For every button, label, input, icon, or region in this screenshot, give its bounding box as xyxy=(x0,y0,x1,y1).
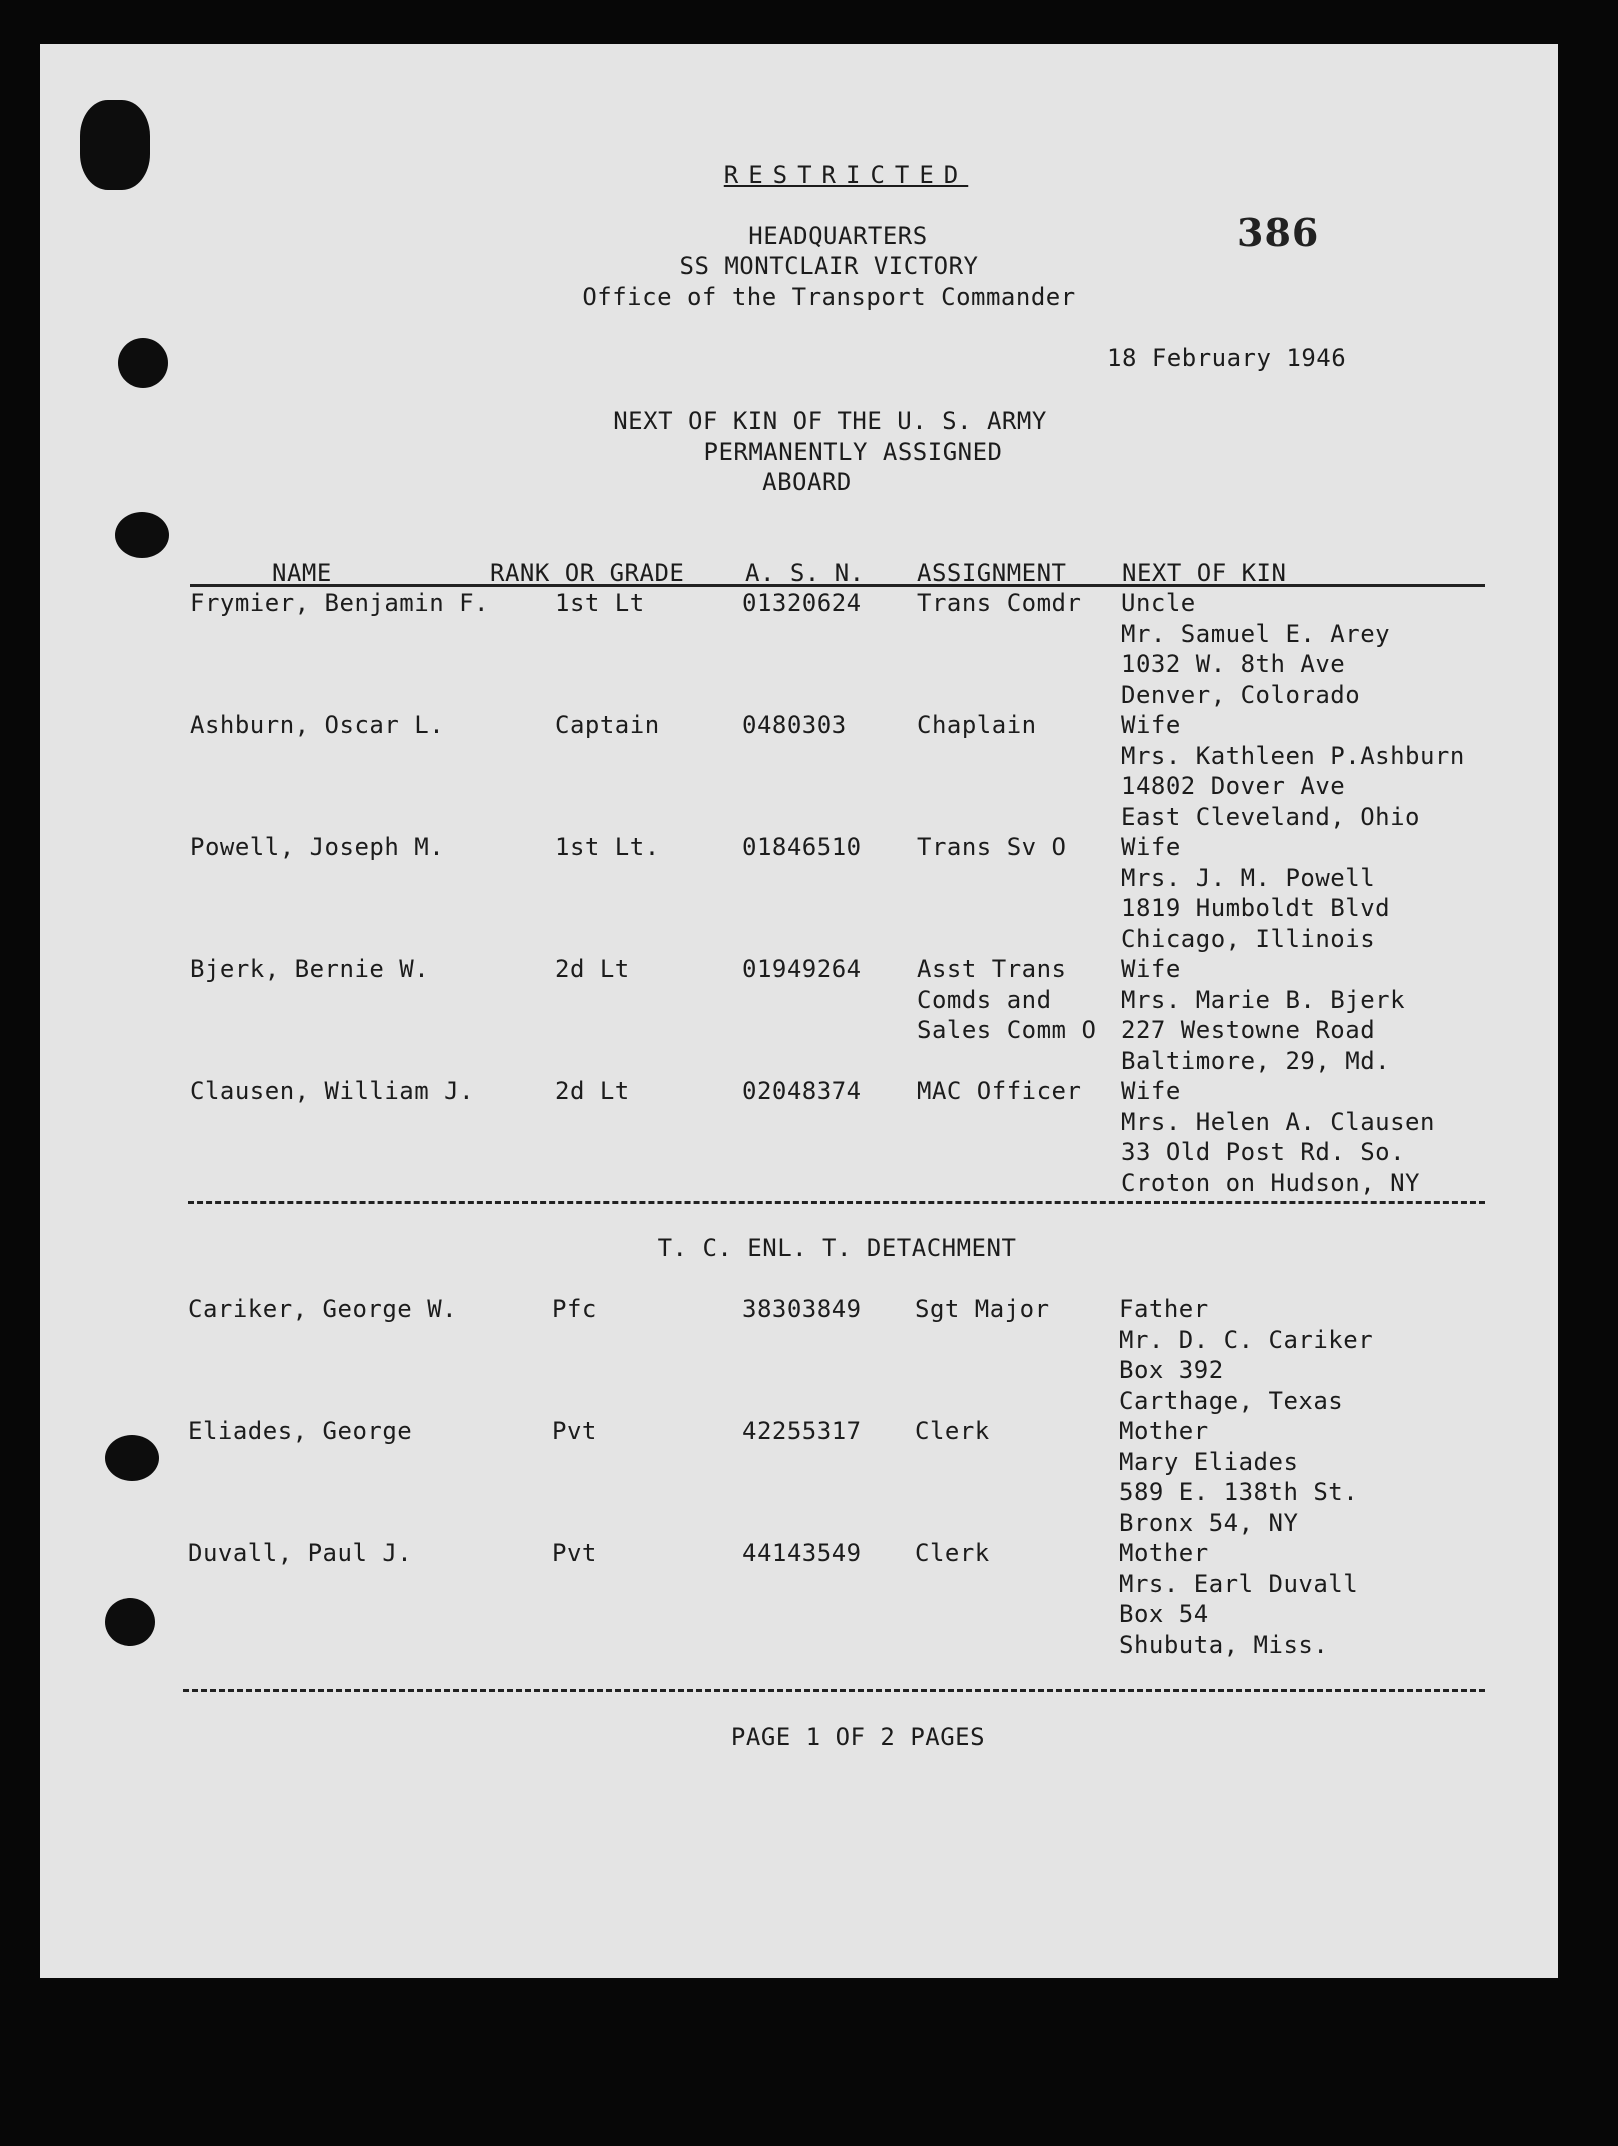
column-header-next-of-kin: NEXT OF KIN xyxy=(1122,559,1287,587)
kin-detail: East Cleveland, Ohio xyxy=(1121,802,1420,831)
name-cell: Eliades, George xyxy=(188,1417,413,1445)
asn-cell: 01846510 xyxy=(742,833,862,861)
page-stamp-number: 386 xyxy=(1237,210,1320,255)
kin-detail: Croton on Hudson, NY xyxy=(1121,1168,1420,1197)
asn-cell: 44143549 xyxy=(742,1539,862,1567)
kin-detail: Carthage, Texas xyxy=(1119,1386,1344,1415)
name-cell: Cariker, George W. xyxy=(188,1295,458,1323)
punch-hole-3 xyxy=(115,512,169,558)
rank-cell: Pfc xyxy=(552,1295,597,1323)
kin-relation: Wife xyxy=(1121,833,1181,861)
column-header-assignment: ASSIGNMENT xyxy=(917,559,1067,587)
page-footer: PAGE 1 OF 2 PAGES xyxy=(730,1723,986,1751)
assignment-cell: Trans Sv O xyxy=(917,833,1067,861)
title-line-2: PERMANENTLY ASSIGNED xyxy=(703,438,1003,466)
asn-cell: 01320624 xyxy=(742,589,862,617)
name-cell: Frymier, Benjamin F. xyxy=(190,589,489,617)
assignment-cell: Chaplain xyxy=(917,711,1037,739)
asn-cell: 02048374 xyxy=(742,1077,862,1105)
asn-cell: 01949264 xyxy=(742,955,862,983)
kin-relation: Wife xyxy=(1121,711,1181,739)
kin-relation: Mother xyxy=(1119,1417,1209,1445)
kin-detail: Mrs. Kathleen P.Ashburn xyxy=(1121,741,1465,770)
kin-relation: Uncle xyxy=(1121,589,1196,617)
assignment-cell: Comds and xyxy=(917,985,1052,1014)
header-line-1: HEADQUARTERS xyxy=(748,222,928,250)
asn-cell: 0480303 xyxy=(742,711,847,739)
header-rule xyxy=(190,584,1485,587)
punch-hole-4 xyxy=(105,1435,159,1481)
classification-heading: RESTRICTED xyxy=(723,161,969,189)
kin-detail: Mary Eliades xyxy=(1119,1447,1299,1476)
kin-detail: Mrs. Marie B. Bjerk xyxy=(1121,985,1406,1014)
title-line-1: NEXT OF KIN OF THE U. S. ARMY xyxy=(613,407,1047,435)
punch-hole-5 xyxy=(105,1598,155,1646)
section-divider-rule xyxy=(188,1201,1485,1204)
kin-detail: 589 E. 138th St. xyxy=(1119,1478,1359,1506)
kin-detail: Shubuta, Miss. xyxy=(1119,1630,1329,1659)
assignment-cell: MAC Officer xyxy=(917,1077,1082,1105)
punch-hole-1 xyxy=(80,100,150,190)
kin-detail: Mrs. Earl Duvall xyxy=(1119,1569,1359,1598)
kin-detail: Bronx 54, NY xyxy=(1119,1508,1299,1537)
name-cell: Duvall, Paul J. xyxy=(188,1539,413,1567)
rank-cell: Captain xyxy=(555,711,660,739)
kin-relation: Mother xyxy=(1119,1539,1209,1567)
rank-cell: 1st Lt xyxy=(555,589,645,617)
column-header-asn: A. S. N. xyxy=(745,559,865,587)
header-line-2: SS MONTCLAIR VICTORY xyxy=(679,252,979,280)
title-line-3: ABOARD xyxy=(762,468,852,496)
punch-hole-2 xyxy=(118,338,168,388)
kin-detail: 1032 W. 8th Ave xyxy=(1121,650,1346,678)
kin-detail: Denver, Colorado xyxy=(1121,680,1361,709)
column-header-rank: RANK OR GRADE xyxy=(490,559,685,587)
section-title: T. C. ENL. T. DETACHMENT xyxy=(657,1234,1017,1262)
name-cell: Powell, Joseph M. xyxy=(190,833,445,861)
rank-cell: 1st Lt. xyxy=(555,833,660,861)
document-date: 18 February 1946 xyxy=(1107,344,1347,372)
kin-detail: Mrs. J. M. Powell xyxy=(1121,863,1376,892)
kin-relation: Father xyxy=(1119,1295,1209,1323)
rank-cell: Pvt xyxy=(552,1417,597,1445)
kin-detail: 227 Westowne Road xyxy=(1121,1016,1376,1044)
asn-cell: 38303849 xyxy=(742,1295,862,1323)
assignment-cell: Asst Trans xyxy=(917,955,1067,983)
kin-detail: 33 Old Post Rd. So. xyxy=(1121,1138,1406,1166)
name-cell: Ashburn, Oscar L. xyxy=(190,711,445,739)
assignment-cell: Clerk xyxy=(915,1539,990,1567)
name-cell: Bjerk, Bernie W. xyxy=(190,955,430,983)
kin-detail: Mr. Samuel E. Arey xyxy=(1121,619,1391,648)
kin-detail: Chicago, Illinois xyxy=(1121,924,1376,953)
column-header-name: NAME xyxy=(272,559,332,587)
kin-detail: Mr. D. C. Cariker xyxy=(1119,1325,1374,1354)
kin-detail: Mrs. Helen A. Clausen xyxy=(1121,1107,1435,1136)
assignment-cell: Sales Comm O xyxy=(917,1016,1097,1044)
rank-cell: 2d Lt xyxy=(555,1077,630,1105)
kin-detail: Box 392 xyxy=(1119,1356,1224,1384)
assignment-cell: Trans Comdr xyxy=(917,589,1082,617)
assignment-cell: Clerk xyxy=(915,1417,990,1445)
assignment-cell: Sgt Major xyxy=(915,1295,1050,1323)
asn-cell: 42255317 xyxy=(742,1417,862,1445)
kin-relation: Wife xyxy=(1121,955,1181,983)
kin-detail: Baltimore, 29, Md. xyxy=(1121,1046,1391,1075)
kin-detail: 1819 Humboldt Blvd xyxy=(1121,894,1391,922)
rank-cell: 2d Lt xyxy=(555,955,630,983)
rank-cell: Pvt xyxy=(552,1539,597,1567)
kin-relation: Wife xyxy=(1121,1077,1181,1105)
bottom-rule xyxy=(183,1689,1485,1692)
header-line-3: Office of the Transport Commander xyxy=(582,283,1076,311)
name-cell: Clausen, William J. xyxy=(190,1077,475,1105)
kin-detail: 14802 Dover Ave xyxy=(1121,772,1346,800)
kin-detail: Box 54 xyxy=(1119,1600,1209,1628)
